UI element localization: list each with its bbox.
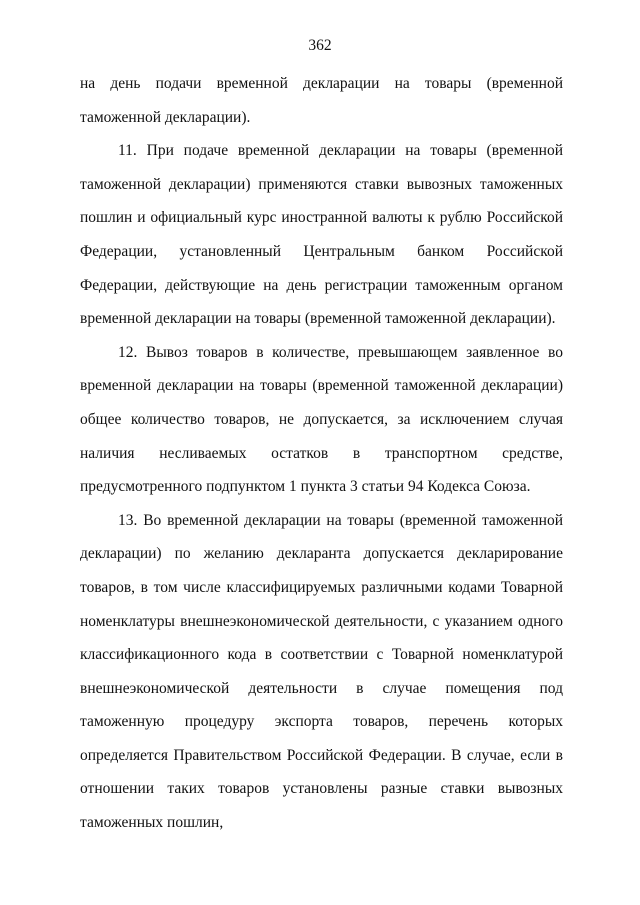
document-body — [80, 67, 563, 840]
paragraph-13: 13. Во временной декларации на товары (временной таможенной декларации) по желанию декларанта допускается декларирование товаров, в том числе классифицируемых различными кодами Товарной номенклатуры внешнеэкономической деятельности, с указанием одного классификационного кода в соответствии с Товарной номенклатурой внешнеэкономической деятельности в случае помещения под таможенную процедуру экспорта товаров, перечень которых определяется Правительством Российской Федерации. В случае, если в отношении таких товаров установлены разные ставки вывозных таможенных пошлин, — [80, 511, 563, 832]
paragraph-12: 12. Вывоз товаров в количестве, превышающем заявленное во временной декларации на товары (временной таможенной декларации) общее количество товаров, не допускается, за исключением случая наличия несливаемых остатков в транспортном средстве, предусмотренного подпунктом 1 пункта 3 статьи 94 Кодекса Союза. — [80, 343, 563, 496]
page-number: 362 — [308, 37, 332, 54]
paragraph-continuation: на день подачи временной декларации на товары (временной таможенной декларации). — [80, 75, 563, 126]
paragraph-11: 11. При подаче временной декларации на товары (временной таможенной декларации) применяются ставки вывозных таможенных пошлин и официальный курс иностранной валюты к рублю Российской Федерации, установленный Центральным банком Российской Федерации, действующие на день регистрации таможенным органом временной декларации на товары (временной таможенной декларации). — [80, 142, 563, 328]
